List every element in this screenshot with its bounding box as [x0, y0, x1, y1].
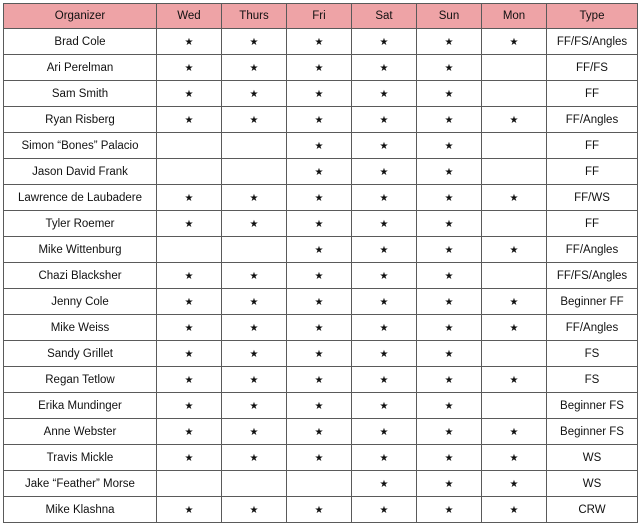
day-cell-sun: [417, 393, 482, 419]
day-cell-thurs: [222, 289, 287, 315]
day-cell-wed: [157, 497, 222, 523]
day-cell-sun: [417, 185, 482, 211]
day-cell-sun: [417, 367, 482, 393]
day-cell-sat: [352, 185, 417, 211]
star-icon: ★: [184, 218, 194, 230]
day-cell-sun: [417, 445, 482, 471]
organizer-cell: Mike Wittenburg: [4, 237, 157, 263]
star-icon: ★: [379, 478, 389, 490]
day-cell-thurs: [222, 393, 287, 419]
star-icon: ★: [314, 192, 324, 204]
star-icon: ★: [379, 426, 389, 438]
star-icon: ★: [379, 88, 389, 100]
star-icon: ★: [184, 504, 194, 516]
star-icon: ★: [444, 348, 454, 360]
star-icon: ★: [444, 88, 454, 100]
day-cell-sat: [352, 419, 417, 445]
star-icon: ★: [184, 296, 194, 308]
day-cell-wed: [157, 445, 222, 471]
organizer-cell: Sam Smith: [4, 81, 157, 107]
column-header-fri: Fri: [287, 4, 352, 29]
star-icon: ★: [184, 400, 194, 412]
type-cell: Beginner FS: [547, 393, 638, 419]
day-cell-mon: [482, 133, 547, 159]
table-row: [4, 289, 638, 315]
day-cell-sun: [417, 263, 482, 289]
day-cell-wed: [157, 29, 222, 55]
day-cell-thurs: [222, 315, 287, 341]
table-header: [4, 4, 638, 29]
star-icon: ★: [184, 452, 194, 464]
star-icon: ★: [314, 36, 324, 48]
type-cell: FF: [547, 211, 638, 237]
column-header-mon: Mon: [482, 4, 547, 29]
star-icon: ★: [379, 296, 389, 308]
star-icon: ★: [444, 166, 454, 178]
star-icon: ★: [314, 504, 324, 516]
star-icon: ★: [379, 36, 389, 48]
day-cell-sat: [352, 55, 417, 81]
star-icon: ★: [509, 296, 519, 308]
column-header-type: Type: [547, 4, 638, 29]
star-icon: ★: [379, 192, 389, 204]
star-icon: ★: [444, 426, 454, 438]
organizer-cell: Brad Cole: [4, 29, 157, 55]
star-icon: ★: [314, 452, 324, 464]
day-cell-fri: [287, 107, 352, 133]
organizer-schedule-table: [3, 3, 638, 523]
day-cell-fri: [287, 341, 352, 367]
day-cell-sun: [417, 315, 482, 341]
organizer-cell: Travis Mickle: [4, 445, 157, 471]
table-row: [4, 133, 638, 159]
day-cell-sun: [417, 107, 482, 133]
type-cell: FF/FS/Angles: [547, 263, 638, 289]
day-cell-thurs: [222, 341, 287, 367]
column-header-sat: Sat: [352, 4, 417, 29]
table-row: [4, 107, 638, 133]
day-cell-fri: [287, 393, 352, 419]
day-cell-wed: [157, 315, 222, 341]
day-cell-wed: [157, 107, 222, 133]
star-icon: ★: [379, 504, 389, 516]
organizer-cell: Ari Perelman: [4, 55, 157, 81]
day-cell-fri: [287, 419, 352, 445]
day-cell-sat: [352, 107, 417, 133]
table-row: [4, 263, 638, 289]
star-icon: ★: [314, 348, 324, 360]
organizer-cell: Mike Weiss: [4, 315, 157, 341]
star-icon: ★: [379, 270, 389, 282]
star-icon: ★: [184, 192, 194, 204]
star-icon: ★: [314, 218, 324, 230]
day-cell-sun: [417, 419, 482, 445]
star-icon: ★: [444, 322, 454, 334]
day-cell-mon: [482, 107, 547, 133]
header-row: [4, 4, 638, 29]
day-cell-mon: [482, 497, 547, 523]
star-icon: ★: [379, 166, 389, 178]
day-cell-sat: [352, 289, 417, 315]
star-icon: ★: [184, 322, 194, 334]
day-cell-mon: [482, 315, 547, 341]
day-cell-wed: [157, 393, 222, 419]
organizer-cell: Regan Tetlow: [4, 367, 157, 393]
star-icon: ★: [444, 270, 454, 282]
day-cell-sat: [352, 497, 417, 523]
day-cell-fri: [287, 81, 352, 107]
day-cell-fri: [287, 55, 352, 81]
day-cell-wed: [157, 211, 222, 237]
type-cell: FS: [547, 367, 638, 393]
star-icon: ★: [184, 374, 194, 386]
star-icon: ★: [444, 192, 454, 204]
day-cell-sun: [417, 29, 482, 55]
star-icon: ★: [184, 270, 194, 282]
day-cell-sun: [417, 159, 482, 185]
star-icon: ★: [509, 452, 519, 464]
star-icon: ★: [444, 452, 454, 464]
star-icon: ★: [444, 218, 454, 230]
column-header-wed: Wed: [157, 4, 222, 29]
table-row: [4, 81, 638, 107]
table-row: [4, 237, 638, 263]
type-cell: FF/Angles: [547, 237, 638, 263]
day-cell-mon: [482, 367, 547, 393]
day-cell-fri: [287, 133, 352, 159]
star-icon: ★: [249, 218, 259, 230]
table-row: [4, 55, 638, 81]
day-cell-thurs: [222, 81, 287, 107]
star-icon: ★: [314, 140, 324, 152]
star-icon: ★: [249, 322, 259, 334]
star-icon: ★: [379, 62, 389, 74]
star-icon: ★: [509, 374, 519, 386]
type-cell: FF/WS: [547, 185, 638, 211]
day-cell-fri: [287, 367, 352, 393]
day-cell-mon: [482, 211, 547, 237]
type-cell: FF/FS/Angles: [547, 29, 638, 55]
day-cell-sat: [352, 211, 417, 237]
day-cell-thurs: [222, 159, 287, 185]
star-icon: ★: [379, 374, 389, 386]
star-icon: ★: [379, 114, 389, 126]
type-cell: WS: [547, 445, 638, 471]
star-icon: ★: [379, 140, 389, 152]
star-icon: ★: [509, 322, 519, 334]
star-icon: ★: [509, 114, 519, 126]
day-cell-sun: [417, 237, 482, 263]
star-icon: ★: [314, 426, 324, 438]
type-cell: FF/Angles: [547, 107, 638, 133]
table-row: [4, 341, 638, 367]
day-cell-wed: [157, 263, 222, 289]
star-icon: ★: [444, 400, 454, 412]
day-cell-mon: [482, 159, 547, 185]
column-header-thurs: Thurs: [222, 4, 287, 29]
star-icon: ★: [314, 322, 324, 334]
day-cell-thurs: [222, 29, 287, 55]
day-cell-mon: [482, 419, 547, 445]
table-row: [4, 445, 638, 471]
table-row: [4, 185, 638, 211]
table-row: [4, 29, 638, 55]
day-cell-wed: [157, 159, 222, 185]
day-cell-thurs: [222, 237, 287, 263]
star-icon: ★: [444, 504, 454, 516]
organizer-cell: Jenny Cole: [4, 289, 157, 315]
star-icon: ★: [249, 504, 259, 516]
star-icon: ★: [509, 426, 519, 438]
day-cell-sun: [417, 471, 482, 497]
organizer-cell: Sandy Grillet: [4, 341, 157, 367]
star-icon: ★: [379, 218, 389, 230]
table-row: [4, 419, 638, 445]
day-cell-mon: [482, 81, 547, 107]
star-icon: ★: [314, 244, 324, 256]
day-cell-fri: [287, 497, 352, 523]
day-cell-fri: [287, 471, 352, 497]
star-icon: ★: [379, 400, 389, 412]
organizer-cell: Anne Webster: [4, 419, 157, 445]
table-row: [4, 211, 638, 237]
type-cell: Beginner FF: [547, 289, 638, 315]
star-icon: ★: [249, 270, 259, 282]
day-cell-sat: [352, 29, 417, 55]
day-cell-sat: [352, 81, 417, 107]
table-row: [4, 367, 638, 393]
day-cell-fri: [287, 315, 352, 341]
day-cell-fri: [287, 185, 352, 211]
star-icon: ★: [444, 114, 454, 126]
day-cell-sat: [352, 263, 417, 289]
day-cell-mon: [482, 289, 547, 315]
table-row: [4, 471, 638, 497]
star-icon: ★: [314, 62, 324, 74]
day-cell-wed: [157, 237, 222, 263]
day-cell-sat: [352, 445, 417, 471]
star-icon: ★: [184, 62, 194, 74]
day-cell-mon: [482, 341, 547, 367]
type-cell: WS: [547, 471, 638, 497]
day-cell-mon: [482, 263, 547, 289]
star-icon: ★: [444, 36, 454, 48]
star-icon: ★: [249, 348, 259, 360]
type-cell: FF/Angles: [547, 315, 638, 341]
day-cell-wed: [157, 133, 222, 159]
day-cell-wed: [157, 419, 222, 445]
star-icon: ★: [314, 374, 324, 386]
table-body: [4, 29, 638, 523]
star-icon: ★: [184, 88, 194, 100]
organizer-cell: Jason David Frank: [4, 159, 157, 185]
star-icon: ★: [184, 36, 194, 48]
day-cell-sat: [352, 159, 417, 185]
day-cell-thurs: [222, 419, 287, 445]
day-cell-sat: [352, 393, 417, 419]
star-icon: ★: [184, 348, 194, 360]
day-cell-mon: [482, 185, 547, 211]
day-cell-wed: [157, 471, 222, 497]
day-cell-wed: [157, 341, 222, 367]
star-icon: ★: [249, 296, 259, 308]
day-cell-thurs: [222, 367, 287, 393]
star-icon: ★: [249, 62, 259, 74]
day-cell-thurs: [222, 263, 287, 289]
type-cell: FF: [547, 133, 638, 159]
star-icon: ★: [314, 296, 324, 308]
day-cell-sun: [417, 133, 482, 159]
table-row: [4, 497, 638, 523]
day-cell-fri: [287, 445, 352, 471]
star-icon: ★: [249, 192, 259, 204]
organizer-cell: Tyler Roemer: [4, 211, 157, 237]
day-cell-sat: [352, 471, 417, 497]
star-icon: ★: [509, 244, 519, 256]
type-cell: FS: [547, 341, 638, 367]
day-cell-fri: [287, 237, 352, 263]
star-icon: ★: [509, 478, 519, 490]
day-cell-wed: [157, 185, 222, 211]
star-icon: ★: [314, 114, 324, 126]
day-cell-sun: [417, 55, 482, 81]
star-icon: ★: [314, 166, 324, 178]
day-cell-sun: [417, 497, 482, 523]
star-icon: ★: [444, 140, 454, 152]
star-icon: ★: [379, 244, 389, 256]
day-cell-mon: [482, 29, 547, 55]
star-icon: ★: [444, 478, 454, 490]
star-icon: ★: [444, 244, 454, 256]
star-icon: ★: [184, 114, 194, 126]
day-cell-thurs: [222, 471, 287, 497]
day-cell-wed: [157, 289, 222, 315]
day-cell-thurs: [222, 55, 287, 81]
day-cell-sun: [417, 81, 482, 107]
star-icon: ★: [249, 426, 259, 438]
day-cell-thurs: [222, 445, 287, 471]
star-icon: ★: [249, 114, 259, 126]
type-cell: FF/FS: [547, 55, 638, 81]
table-row: [4, 393, 638, 419]
star-icon: ★: [444, 296, 454, 308]
day-cell-mon: [482, 393, 547, 419]
day-cell-sun: [417, 211, 482, 237]
star-icon: ★: [509, 504, 519, 516]
day-cell-mon: [482, 471, 547, 497]
star-icon: ★: [509, 192, 519, 204]
type-cell: Beginner FS: [547, 419, 638, 445]
column-header-sun: Sun: [417, 4, 482, 29]
day-cell-fri: [287, 289, 352, 315]
day-cell-sat: [352, 315, 417, 341]
day-cell-sun: [417, 341, 482, 367]
day-cell-fri: [287, 159, 352, 185]
type-cell: FF: [547, 159, 638, 185]
star-icon: ★: [314, 270, 324, 282]
day-cell-fri: [287, 29, 352, 55]
day-cell-fri: [287, 211, 352, 237]
organizer-cell: Lawrence de Laubadere: [4, 185, 157, 211]
day-cell-wed: [157, 367, 222, 393]
organizer-cell: Erika Mundinger: [4, 393, 157, 419]
day-cell-mon: [482, 445, 547, 471]
star-icon: ★: [249, 88, 259, 100]
star-icon: ★: [379, 452, 389, 464]
day-cell-mon: [482, 55, 547, 81]
organizer-cell: Simon “Bones” Palacio: [4, 133, 157, 159]
table-row: [4, 159, 638, 185]
day-cell-sat: [352, 341, 417, 367]
star-icon: ★: [249, 452, 259, 464]
organizer-cell: Ryan Risberg: [4, 107, 157, 133]
star-icon: ★: [444, 62, 454, 74]
star-icon: ★: [314, 400, 324, 412]
day-cell-thurs: [222, 185, 287, 211]
day-cell-sat: [352, 367, 417, 393]
star-icon: ★: [249, 400, 259, 412]
day-cell-thurs: [222, 107, 287, 133]
day-cell-thurs: [222, 497, 287, 523]
star-icon: ★: [379, 322, 389, 334]
type-cell: FF: [547, 81, 638, 107]
day-cell-sun: [417, 289, 482, 315]
day-cell-thurs: [222, 133, 287, 159]
organizer-cell: Mike Klashna: [4, 497, 157, 523]
star-icon: ★: [509, 36, 519, 48]
star-icon: ★: [314, 88, 324, 100]
star-icon: ★: [444, 374, 454, 386]
star-icon: ★: [379, 348, 389, 360]
star-icon: ★: [184, 426, 194, 438]
star-icon: ★: [249, 36, 259, 48]
table-row: [4, 315, 638, 341]
day-cell-fri: [287, 263, 352, 289]
column-header-organizer: Organizer: [4, 4, 157, 29]
day-cell-wed: [157, 55, 222, 81]
star-icon: ★: [249, 374, 259, 386]
day-cell-mon: [482, 237, 547, 263]
day-cell-thurs: [222, 211, 287, 237]
day-cell-wed: [157, 81, 222, 107]
day-cell-sat: [352, 237, 417, 263]
organizer-cell: Jake “Feather” Morse: [4, 471, 157, 497]
organizer-cell: Chazi Blacksher: [4, 263, 157, 289]
type-cell: CRW: [547, 497, 638, 523]
day-cell-sat: [352, 133, 417, 159]
